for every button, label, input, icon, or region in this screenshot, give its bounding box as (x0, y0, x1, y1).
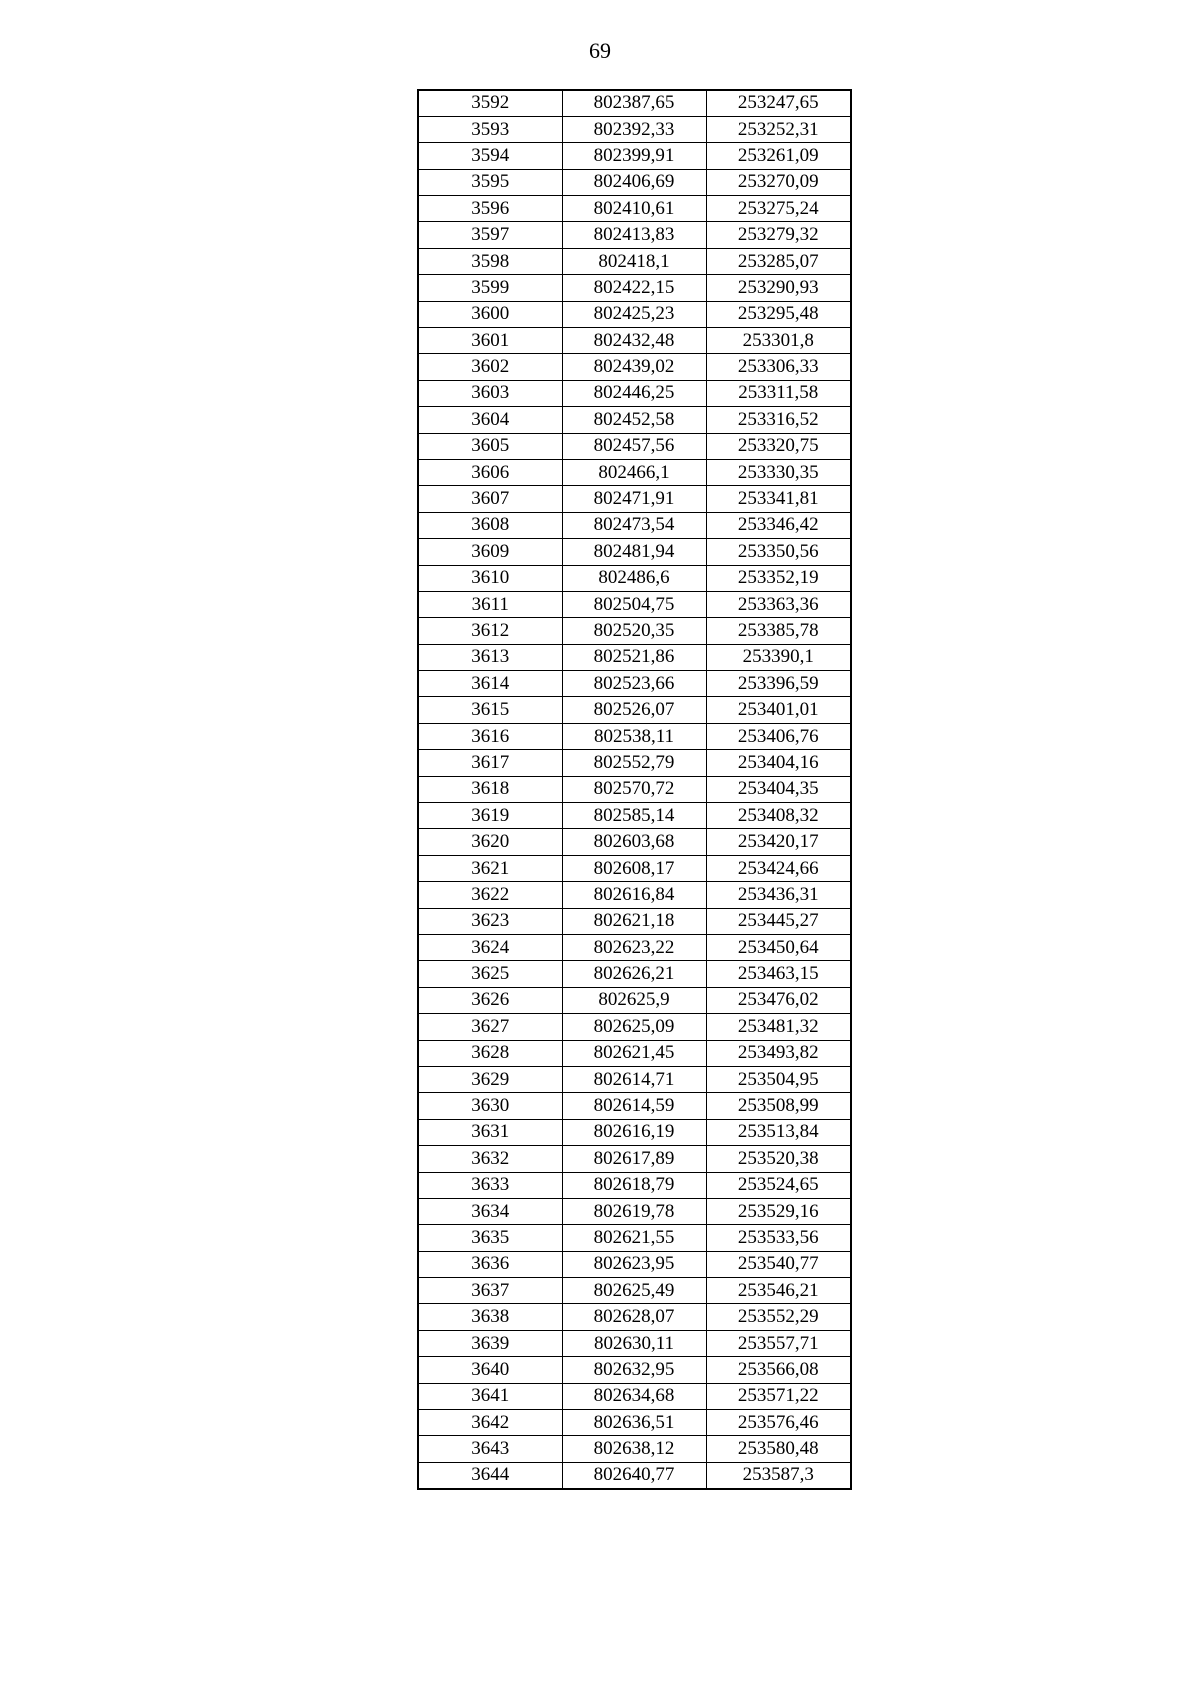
point-number-cell: 3610 (418, 565, 562, 591)
x-coordinate-cell: 802608,17 (562, 855, 706, 881)
x-coordinate-cell: 802638,12 (562, 1436, 706, 1462)
point-number-cell: 3612 (418, 618, 562, 644)
point-number-cell: 3615 (418, 697, 562, 723)
point-number-cell: 3603 (418, 380, 562, 406)
y-coordinate-cell: 253295,48 (706, 301, 851, 327)
table-row (418, 644, 851, 670)
x-coordinate-cell: 802585,14 (562, 803, 706, 829)
y-coordinate-cell: 253396,59 (706, 671, 851, 697)
y-coordinate-cell: 253385,78 (706, 618, 851, 644)
table-row (418, 987, 851, 1013)
x-coordinate-cell: 802623,22 (562, 935, 706, 961)
point-number-cell: 3634 (418, 1198, 562, 1224)
x-coordinate-cell: 802521,86 (562, 644, 706, 670)
table-row (418, 196, 851, 222)
y-coordinate-cell: 253279,32 (706, 222, 851, 248)
point-number-cell: 3600 (418, 301, 562, 327)
point-number-cell: 3598 (418, 248, 562, 274)
x-coordinate-cell: 802471,91 (562, 486, 706, 512)
y-coordinate-cell: 253404,16 (706, 750, 851, 776)
point-number-cell: 3621 (418, 855, 562, 881)
y-coordinate-cell: 253330,35 (706, 459, 851, 485)
y-coordinate-cell: 253420,17 (706, 829, 851, 855)
table-row (418, 380, 851, 406)
point-number-cell: 3602 (418, 354, 562, 380)
y-coordinate-cell: 253552,29 (706, 1304, 851, 1330)
y-coordinate-cell: 253445,27 (706, 908, 851, 934)
y-coordinate-cell: 253346,42 (706, 512, 851, 538)
y-coordinate-cell: 253450,64 (706, 935, 851, 961)
point-number-cell: 3636 (418, 1251, 562, 1277)
table-row (418, 328, 851, 354)
table-row (418, 1357, 851, 1383)
table-row (418, 1330, 851, 1356)
y-coordinate-cell: 253406,76 (706, 723, 851, 749)
x-coordinate-cell: 802630,11 (562, 1330, 706, 1356)
y-coordinate-cell: 253571,22 (706, 1383, 851, 1409)
x-coordinate-cell: 802626,21 (562, 961, 706, 987)
table-row (418, 1304, 851, 1330)
x-coordinate-cell: 802520,35 (562, 618, 706, 644)
x-coordinate-cell: 802399,91 (562, 143, 706, 169)
x-coordinate-cell: 802452,58 (562, 407, 706, 433)
y-coordinate-cell: 253508,99 (706, 1093, 851, 1119)
x-coordinate-cell: 802614,59 (562, 1093, 706, 1119)
x-coordinate-cell: 802473,54 (562, 512, 706, 538)
table-row (418, 1383, 851, 1409)
y-coordinate-cell: 253493,82 (706, 1040, 851, 1066)
point-number-cell: 3617 (418, 750, 562, 776)
y-coordinate-cell: 253580,48 (706, 1436, 851, 1462)
x-coordinate-cell: 802617,89 (562, 1146, 706, 1172)
table-row (418, 486, 851, 512)
y-coordinate-cell: 253424,66 (706, 855, 851, 881)
coordinates-table-body (418, 90, 851, 1489)
table-row (418, 1014, 851, 1040)
y-coordinate-cell: 253363,36 (706, 591, 851, 617)
x-coordinate-cell: 802538,11 (562, 723, 706, 749)
y-coordinate-cell: 253306,33 (706, 354, 851, 380)
y-coordinate-cell: 253275,24 (706, 196, 851, 222)
x-coordinate-cell: 802628,07 (562, 1304, 706, 1330)
table-row (418, 275, 851, 301)
table-row (418, 512, 851, 538)
point-number-cell: 3606 (418, 459, 562, 485)
y-coordinate-cell: 253540,77 (706, 1251, 851, 1277)
point-number-cell: 3640 (418, 1357, 562, 1383)
y-coordinate-cell: 253320,75 (706, 433, 851, 459)
table-row (418, 1198, 851, 1224)
table-row (418, 1278, 851, 1304)
x-coordinate-cell: 802623,95 (562, 1251, 706, 1277)
y-coordinate-cell: 253504,95 (706, 1066, 851, 1092)
x-coordinate-cell: 802621,45 (562, 1040, 706, 1066)
x-coordinate-cell: 802422,15 (562, 275, 706, 301)
y-coordinate-cell: 253546,21 (706, 1278, 851, 1304)
table-row (418, 855, 851, 881)
table-row (418, 671, 851, 697)
table-row (418, 539, 851, 565)
point-number-cell: 3599 (418, 275, 562, 301)
y-coordinate-cell: 253566,08 (706, 1357, 851, 1383)
table-row (418, 1225, 851, 1251)
y-coordinate-cell: 253316,52 (706, 407, 851, 433)
table-row (418, 1251, 851, 1277)
point-number-cell: 3611 (418, 591, 562, 617)
table-row (418, 776, 851, 802)
point-number-cell: 3593 (418, 116, 562, 142)
x-coordinate-cell: 802406,69 (562, 169, 706, 195)
x-coordinate-cell: 802621,55 (562, 1225, 706, 1251)
x-coordinate-cell: 802640,77 (562, 1462, 706, 1488)
point-number-cell: 3627 (418, 1014, 562, 1040)
table-row (418, 116, 851, 142)
y-coordinate-cell: 253436,31 (706, 882, 851, 908)
table-row (418, 301, 851, 327)
point-number-cell: 3608 (418, 512, 562, 538)
x-coordinate-cell: 802439,02 (562, 354, 706, 380)
table-row (418, 882, 851, 908)
y-coordinate-cell: 253311,58 (706, 380, 851, 406)
x-coordinate-cell: 802619,78 (562, 1198, 706, 1224)
table-row (418, 169, 851, 195)
point-number-cell: 3620 (418, 829, 562, 855)
y-coordinate-cell: 253341,81 (706, 486, 851, 512)
point-number-cell: 3607 (418, 486, 562, 512)
table-row (418, 750, 851, 776)
table-row (418, 618, 851, 644)
x-coordinate-cell: 802466,1 (562, 459, 706, 485)
point-number-cell: 3613 (418, 644, 562, 670)
x-coordinate-cell: 802621,18 (562, 908, 706, 934)
y-coordinate-cell: 253352,19 (706, 565, 851, 591)
point-number-cell: 3609 (418, 539, 562, 565)
table-row (418, 143, 851, 169)
y-coordinate-cell: 253529,16 (706, 1198, 851, 1224)
table-row (418, 90, 851, 116)
point-number-cell: 3616 (418, 723, 562, 749)
x-coordinate-cell: 802526,07 (562, 697, 706, 723)
table-row (418, 1119, 851, 1145)
point-number-cell: 3595 (418, 169, 562, 195)
x-coordinate-cell: 802616,19 (562, 1119, 706, 1145)
point-number-cell: 3614 (418, 671, 562, 697)
x-coordinate-cell: 802625,9 (562, 987, 706, 1013)
y-coordinate-cell: 253301,8 (706, 328, 851, 354)
x-coordinate-cell: 802616,84 (562, 882, 706, 908)
x-coordinate-cell: 802387,65 (562, 90, 706, 116)
x-coordinate-cell: 802457,56 (562, 433, 706, 459)
point-number-cell: 3639 (418, 1330, 562, 1356)
y-coordinate-cell: 253261,09 (706, 143, 851, 169)
point-number-cell: 3631 (418, 1119, 562, 1145)
table-row (418, 829, 851, 855)
point-number-cell: 3594 (418, 143, 562, 169)
point-number-cell: 3637 (418, 1278, 562, 1304)
point-number-cell: 3624 (418, 935, 562, 961)
table-row (418, 1410, 851, 1436)
table-row (418, 908, 851, 934)
point-number-cell: 3619 (418, 803, 562, 829)
x-coordinate-cell: 802614,71 (562, 1066, 706, 1092)
table-row (418, 222, 851, 248)
y-coordinate-cell: 253401,01 (706, 697, 851, 723)
table-row (418, 459, 851, 485)
x-coordinate-cell: 802486,6 (562, 565, 706, 591)
table-row (418, 723, 851, 749)
table-row (418, 591, 851, 617)
table-row (418, 935, 851, 961)
point-number-cell: 3644 (418, 1462, 562, 1488)
point-number-cell: 3625 (418, 961, 562, 987)
x-coordinate-cell: 802410,61 (562, 196, 706, 222)
point-number-cell: 3633 (418, 1172, 562, 1198)
point-number-cell: 3622 (418, 882, 562, 908)
y-coordinate-cell: 253408,32 (706, 803, 851, 829)
point-number-cell: 3626 (418, 987, 562, 1013)
y-coordinate-cell: 253252,31 (706, 116, 851, 142)
x-coordinate-cell: 802625,49 (562, 1278, 706, 1304)
y-coordinate-cell: 253513,84 (706, 1119, 851, 1145)
x-coordinate-cell: 802636,51 (562, 1410, 706, 1436)
y-coordinate-cell: 253390,1 (706, 644, 851, 670)
x-coordinate-cell: 802392,33 (562, 116, 706, 142)
point-number-cell: 3629 (418, 1066, 562, 1092)
table-row (418, 248, 851, 274)
y-coordinate-cell: 253463,15 (706, 961, 851, 987)
table-row (418, 354, 851, 380)
point-number-cell: 3628 (418, 1040, 562, 1066)
y-coordinate-cell: 253587,3 (706, 1462, 851, 1488)
point-number-cell: 3605 (418, 433, 562, 459)
table-row (418, 961, 851, 987)
y-coordinate-cell: 253524,65 (706, 1172, 851, 1198)
point-number-cell: 3623 (418, 908, 562, 934)
point-number-cell: 3592 (418, 90, 562, 116)
table-row (418, 1436, 851, 1462)
x-coordinate-cell: 802625,09 (562, 1014, 706, 1040)
point-number-cell: 3641 (418, 1383, 562, 1409)
point-number-cell: 3604 (418, 407, 562, 433)
table-row (418, 1462, 851, 1488)
x-coordinate-cell: 802504,75 (562, 591, 706, 617)
x-coordinate-cell: 802481,94 (562, 539, 706, 565)
x-coordinate-cell: 802413,83 (562, 222, 706, 248)
y-coordinate-cell: 253576,46 (706, 1410, 851, 1436)
y-coordinate-cell: 253557,71 (706, 1330, 851, 1356)
x-coordinate-cell: 802618,79 (562, 1172, 706, 1198)
y-coordinate-cell: 253270,09 (706, 169, 851, 195)
x-coordinate-cell: 802570,72 (562, 776, 706, 802)
x-coordinate-cell: 802425,23 (562, 301, 706, 327)
y-coordinate-cell: 253285,07 (706, 248, 851, 274)
x-coordinate-cell: 802446,25 (562, 380, 706, 406)
point-number-cell: 3643 (418, 1436, 562, 1462)
y-coordinate-cell: 253404,35 (706, 776, 851, 802)
x-coordinate-cell: 802552,79 (562, 750, 706, 776)
y-coordinate-cell: 253350,56 (706, 539, 851, 565)
table-row (418, 1172, 851, 1198)
point-number-cell: 3618 (418, 776, 562, 802)
page-number: 69 (589, 38, 611, 63)
table-row (418, 697, 851, 723)
y-coordinate-cell: 253520,38 (706, 1146, 851, 1172)
y-coordinate-cell: 253533,56 (706, 1225, 851, 1251)
point-number-cell: 3601 (418, 328, 562, 354)
y-coordinate-cell: 253476,02 (706, 987, 851, 1013)
table-row (418, 803, 851, 829)
point-number-cell: 3597 (418, 222, 562, 248)
x-coordinate-cell: 802603,68 (562, 829, 706, 855)
x-coordinate-cell: 802523,66 (562, 671, 706, 697)
point-number-cell: 3642 (418, 1410, 562, 1436)
x-coordinate-cell: 802418,1 (562, 248, 706, 274)
point-number-cell: 3630 (418, 1093, 562, 1119)
x-coordinate-cell: 802432,48 (562, 328, 706, 354)
point-number-cell: 3635 (418, 1225, 562, 1251)
table-row (418, 407, 851, 433)
point-number-cell: 3638 (418, 1304, 562, 1330)
y-coordinate-cell: 253481,32 (706, 1014, 851, 1040)
table-row (418, 1093, 851, 1119)
x-coordinate-cell: 802634,68 (562, 1383, 706, 1409)
x-coordinate-cell: 802632,95 (562, 1357, 706, 1383)
table-row (418, 433, 851, 459)
point-number-cell: 3596 (418, 196, 562, 222)
y-coordinate-cell: 253290,93 (706, 275, 851, 301)
table-row (418, 565, 851, 591)
table-row (418, 1066, 851, 1092)
point-number-cell: 3632 (418, 1146, 562, 1172)
y-coordinate-cell: 253247,65 (706, 90, 851, 116)
table-row (418, 1146, 851, 1172)
coordinates-table (417, 89, 852, 1490)
table-row (418, 1040, 851, 1066)
